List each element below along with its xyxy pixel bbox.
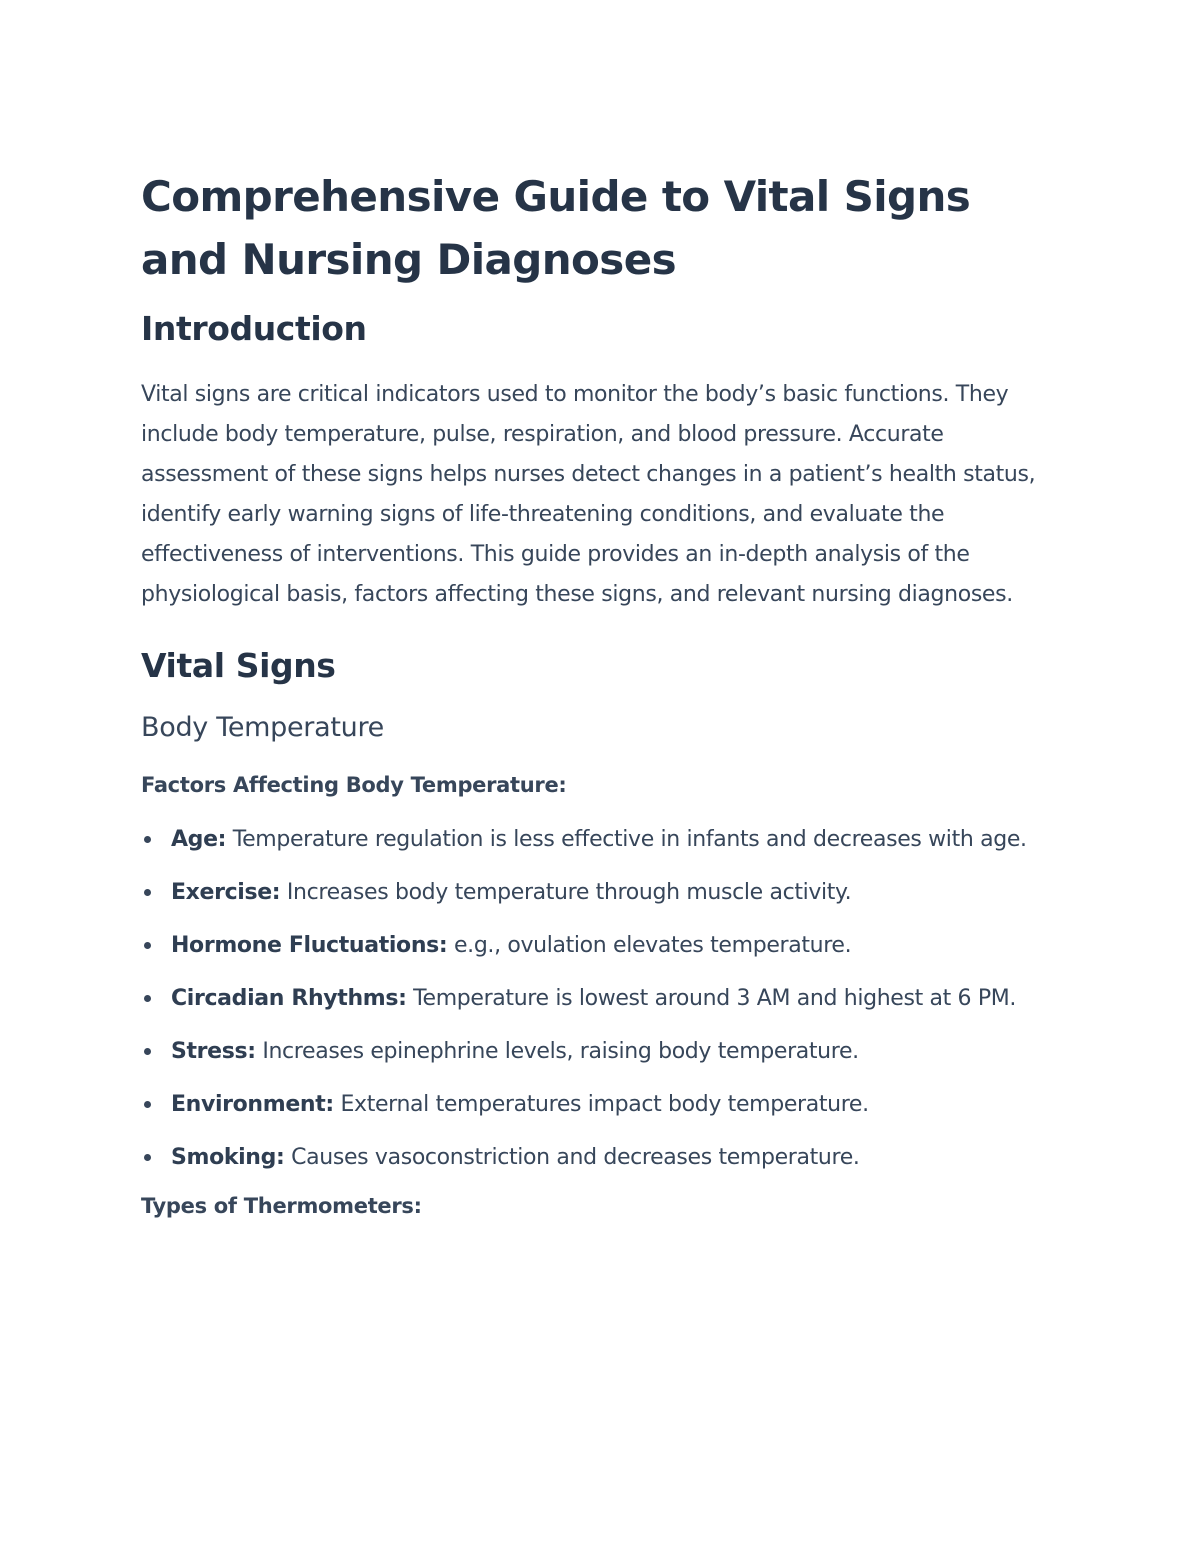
factor-term: Environment: bbox=[171, 1092, 334, 1117]
factor-text: External temperatures impact body temperature. bbox=[333, 1092, 869, 1117]
factor-text: Increases body temperature through muscle activity. bbox=[280, 880, 852, 905]
factor-term: Smoking: bbox=[171, 1145, 285, 1170]
vital-signs-heading: Vital Signs bbox=[141, 646, 336, 685]
list-item bbox=[141, 873, 1061, 913]
list-item bbox=[141, 979, 1061, 1019]
list-item bbox=[141, 1138, 1061, 1178]
factors-list bbox=[141, 820, 1061, 1178]
factor-term: Stress: bbox=[171, 1039, 256, 1064]
factor-text: Temperature is lowest around 3 AM and highest at 6 PM. bbox=[406, 986, 1017, 1011]
list-item bbox=[141, 1032, 1061, 1072]
factor-text: e.g., ovulation elevates temperature. bbox=[447, 933, 852, 958]
bullet-icon bbox=[144, 1048, 151, 1055]
factor-term: Age: bbox=[171, 827, 227, 852]
list-item bbox=[141, 926, 1061, 966]
bullet-icon bbox=[144, 942, 151, 949]
body-temperature-heading: Body Temperature bbox=[141, 712, 384, 743]
factor-term: Circadian Rhythms: bbox=[171, 986, 407, 1011]
factor-text: Temperature regulation is less effective in infants and decreases with age. bbox=[226, 827, 1027, 852]
list-item bbox=[141, 820, 1061, 860]
list-item bbox=[141, 1085, 1061, 1125]
factor-term: Hormone Fluctuations: bbox=[171, 933, 448, 958]
bullet-icon bbox=[144, 1101, 151, 1108]
document-title: Comprehensive Guide to Vital Signs and Nursing Diagnoses bbox=[141, 172, 971, 284]
bullet-icon bbox=[144, 995, 151, 1002]
factors-label: Factors Affecting Body Temperature: bbox=[141, 773, 567, 797]
factor-text: Causes vasoconstriction and decreases temperature. bbox=[284, 1145, 860, 1170]
thermometers-label: Types of Thermometers: bbox=[141, 1194, 422, 1218]
introduction-paragraph: Vital signs are critical indicators used to monitor the body’s basic functions. They include body temperature, pulse, respiration, and blood pressure. Accurate assessment of these signs helps nurses detect changes in a patient’s health status, identify early warning signs of life-threatening conditions, and evaluate the effectiveness of interventions. This guide provides an in-depth analysis of the physiological basis, factors affecting these signs, and relevant nursing diagnoses. bbox=[141, 382, 1036, 607]
bullet-icon bbox=[144, 889, 151, 896]
introduction-heading: Introduction bbox=[141, 309, 367, 348]
document-page bbox=[141, 165, 1061, 1221]
bullet-icon bbox=[144, 1154, 151, 1161]
factor-text: Increases epinephrine levels, raising body temperature. bbox=[255, 1039, 859, 1064]
bullet-icon bbox=[144, 836, 151, 843]
factor-term: Exercise: bbox=[171, 880, 281, 905]
